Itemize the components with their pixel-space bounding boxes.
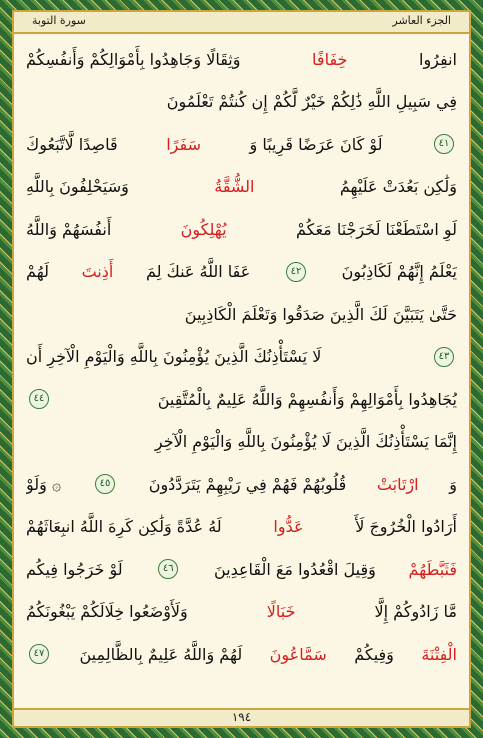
ayah-number-marker: ٤١: [434, 134, 454, 154]
verse-text: عَفَا اللَّهُ عَنكَ لِمَ: [145, 262, 251, 282]
highlighted-word: خِفَافًا: [312, 49, 348, 69]
verse-text: ۞ وَلَوْ: [26, 474, 62, 494]
page-header: [14, 12, 469, 34]
ayah-number-marker: ٤٧: [29, 644, 49, 664]
text-line: [26, 506, 457, 549]
verse-text: وَفِيكُمْ: [354, 644, 394, 664]
juz-label: الجزء العاشر: [392, 14, 451, 27]
verse-text: وَثِقَالًا وَجَاهِدُوا بِأَمْوَالِكُمْ وَأَنفُسِكُمْ: [26, 49, 241, 69]
highlighted-word: الْفِتْنَةَ: [421, 644, 457, 664]
quran-text: [26, 38, 457, 676]
text-line: [26, 463, 457, 506]
verse-text: مَّا زَادُوكُمْ إِلَّا: [374, 602, 457, 622]
text-line: [26, 293, 457, 336]
text-line: [26, 378, 457, 421]
text-line: [26, 166, 457, 209]
verse-text: لَهُ عُدَّةً وَلَٰكِن كَرِهَ اللَّهُ انبِعَاثَهُمْ: [26, 517, 222, 537]
highlighted-word: ارْتَابَتْ: [376, 474, 419, 494]
text-line: [26, 123, 457, 166]
verse-text: لَا يَسْتَأْذِنُكَ الَّذِينَ يُؤْمِنُونَ بِاللَّهِ وَالْيَوْمِ الْآخِرِ أَن: [26, 347, 322, 367]
verse-text: حَتَّىٰ يَتَبَيَّنَ لَكَ الَّذِينَ صَدَقُوا وَتَعْلَمَ الْكَاذِبِينَ: [184, 304, 457, 324]
highlighted-word: خَبَالًا: [266, 602, 296, 622]
highlighted-word: يُهْلِكُونَ: [180, 219, 227, 239]
surah-name: سورة التوبة: [32, 14, 86, 27]
verse-text: يَعْلَمُ إِنَّهُمْ لَكَاذِبُونَ: [341, 262, 457, 282]
verse-text: وَقِيلَ اقْعُدُوا مَعَ الْقَاعِدِينَ: [213, 559, 376, 579]
text-line: [26, 208, 457, 251]
text-line: [26, 251, 457, 294]
verse-text: قُلُوبُهُمْ فَهُمْ فِي رَيْبِهِمْ يَتَرَدَّدُونَ: [148, 474, 347, 494]
verse-text: وَلَٰكِن بَعُدَتْ عَلَيْهِمُ: [339, 177, 457, 197]
verse-text: لَوِ اسْتَطَعْنَا لَخَرَجْنَا مَعَكُمْ: [295, 219, 457, 239]
highlighted-word: عَدُّوا: [273, 517, 304, 537]
text-line: [26, 336, 457, 379]
text-line: [26, 81, 457, 124]
text-line: [26, 38, 457, 81]
page-footer: [14, 708, 469, 726]
verse-text: أَنفُسَهُمْ وَاللَّهُ: [26, 219, 112, 239]
highlighted-word: سَمَّاعُونَ: [269, 644, 327, 664]
text-line: [26, 421, 457, 464]
page-number: ١٩٤: [231, 710, 252, 724]
verse-text: إِنَّمَا يَسْتَأْذِنُكَ الَّذِينَ لَا يُؤْمِنُونَ بِاللَّهِ وَالْيَوْمِ الْآخِرِ: [154, 432, 457, 452]
verse-text: لَوْ خَرَجُوا فِيكُم: [26, 559, 123, 579]
text-line: [26, 633, 457, 676]
verse-text: لَهُمْ وَاللَّهُ عَلِيمٌ بِالظَّالِمِينَ: [79, 644, 243, 664]
verse-text: أَرَادُوا الْخُرُوجَ لَأَ: [355, 517, 457, 537]
ayah-number-marker: ٤٥: [95, 474, 115, 494]
highlighted-word: سَفَرًا: [166, 134, 201, 154]
verse-text: يُجَاهِدُوا بِأَمْوَالِهِمْ وَأَنفُسِهِمْ وَاللَّهُ عَلِيمٌ بِالْمُتَّقِينَ: [157, 389, 457, 409]
text-line: [26, 591, 457, 634]
text-line: [26, 548, 457, 591]
highlighted-word: أَذِنتَ: [81, 262, 114, 282]
ayah-number-marker: ٤٢: [286, 262, 306, 282]
verse-text: وَ: [449, 474, 457, 494]
verse-text: انفِرُوا: [419, 49, 457, 69]
ayah-number-marker: ٤٤: [29, 389, 49, 409]
highlighted-word: فَثَبَّطَهُمْ: [408, 559, 457, 579]
verse-text: وَلَأَوْضَعُوا خِلَالَكُمْ يَبْغُونَكُمُ: [26, 602, 188, 622]
verse-text: لَهُمْ: [26, 262, 49, 282]
highlighted-word: الشُّقَّةُ: [214, 177, 255, 197]
ayah-number-marker: ٤٦: [158, 559, 178, 579]
verse-text: قَاصِدًا لَّاتَّبَعُوكَ: [26, 134, 118, 154]
ayah-number-marker: ٤٣: [434, 347, 454, 367]
verse-text: وَسَيَحْلِفُونَ بِاللَّهِ: [26, 177, 129, 197]
verse-text: لَوْ كَانَ عَرَضًا قَرِيبًا وَ: [249, 134, 383, 154]
verse-text: فِي سَبِيلِ اللَّهِ ذَٰلِكُمْ خَيْرٌ لَّكُمْ إِن كُنتُمْ تَعْلَمُونَ: [166, 92, 457, 112]
